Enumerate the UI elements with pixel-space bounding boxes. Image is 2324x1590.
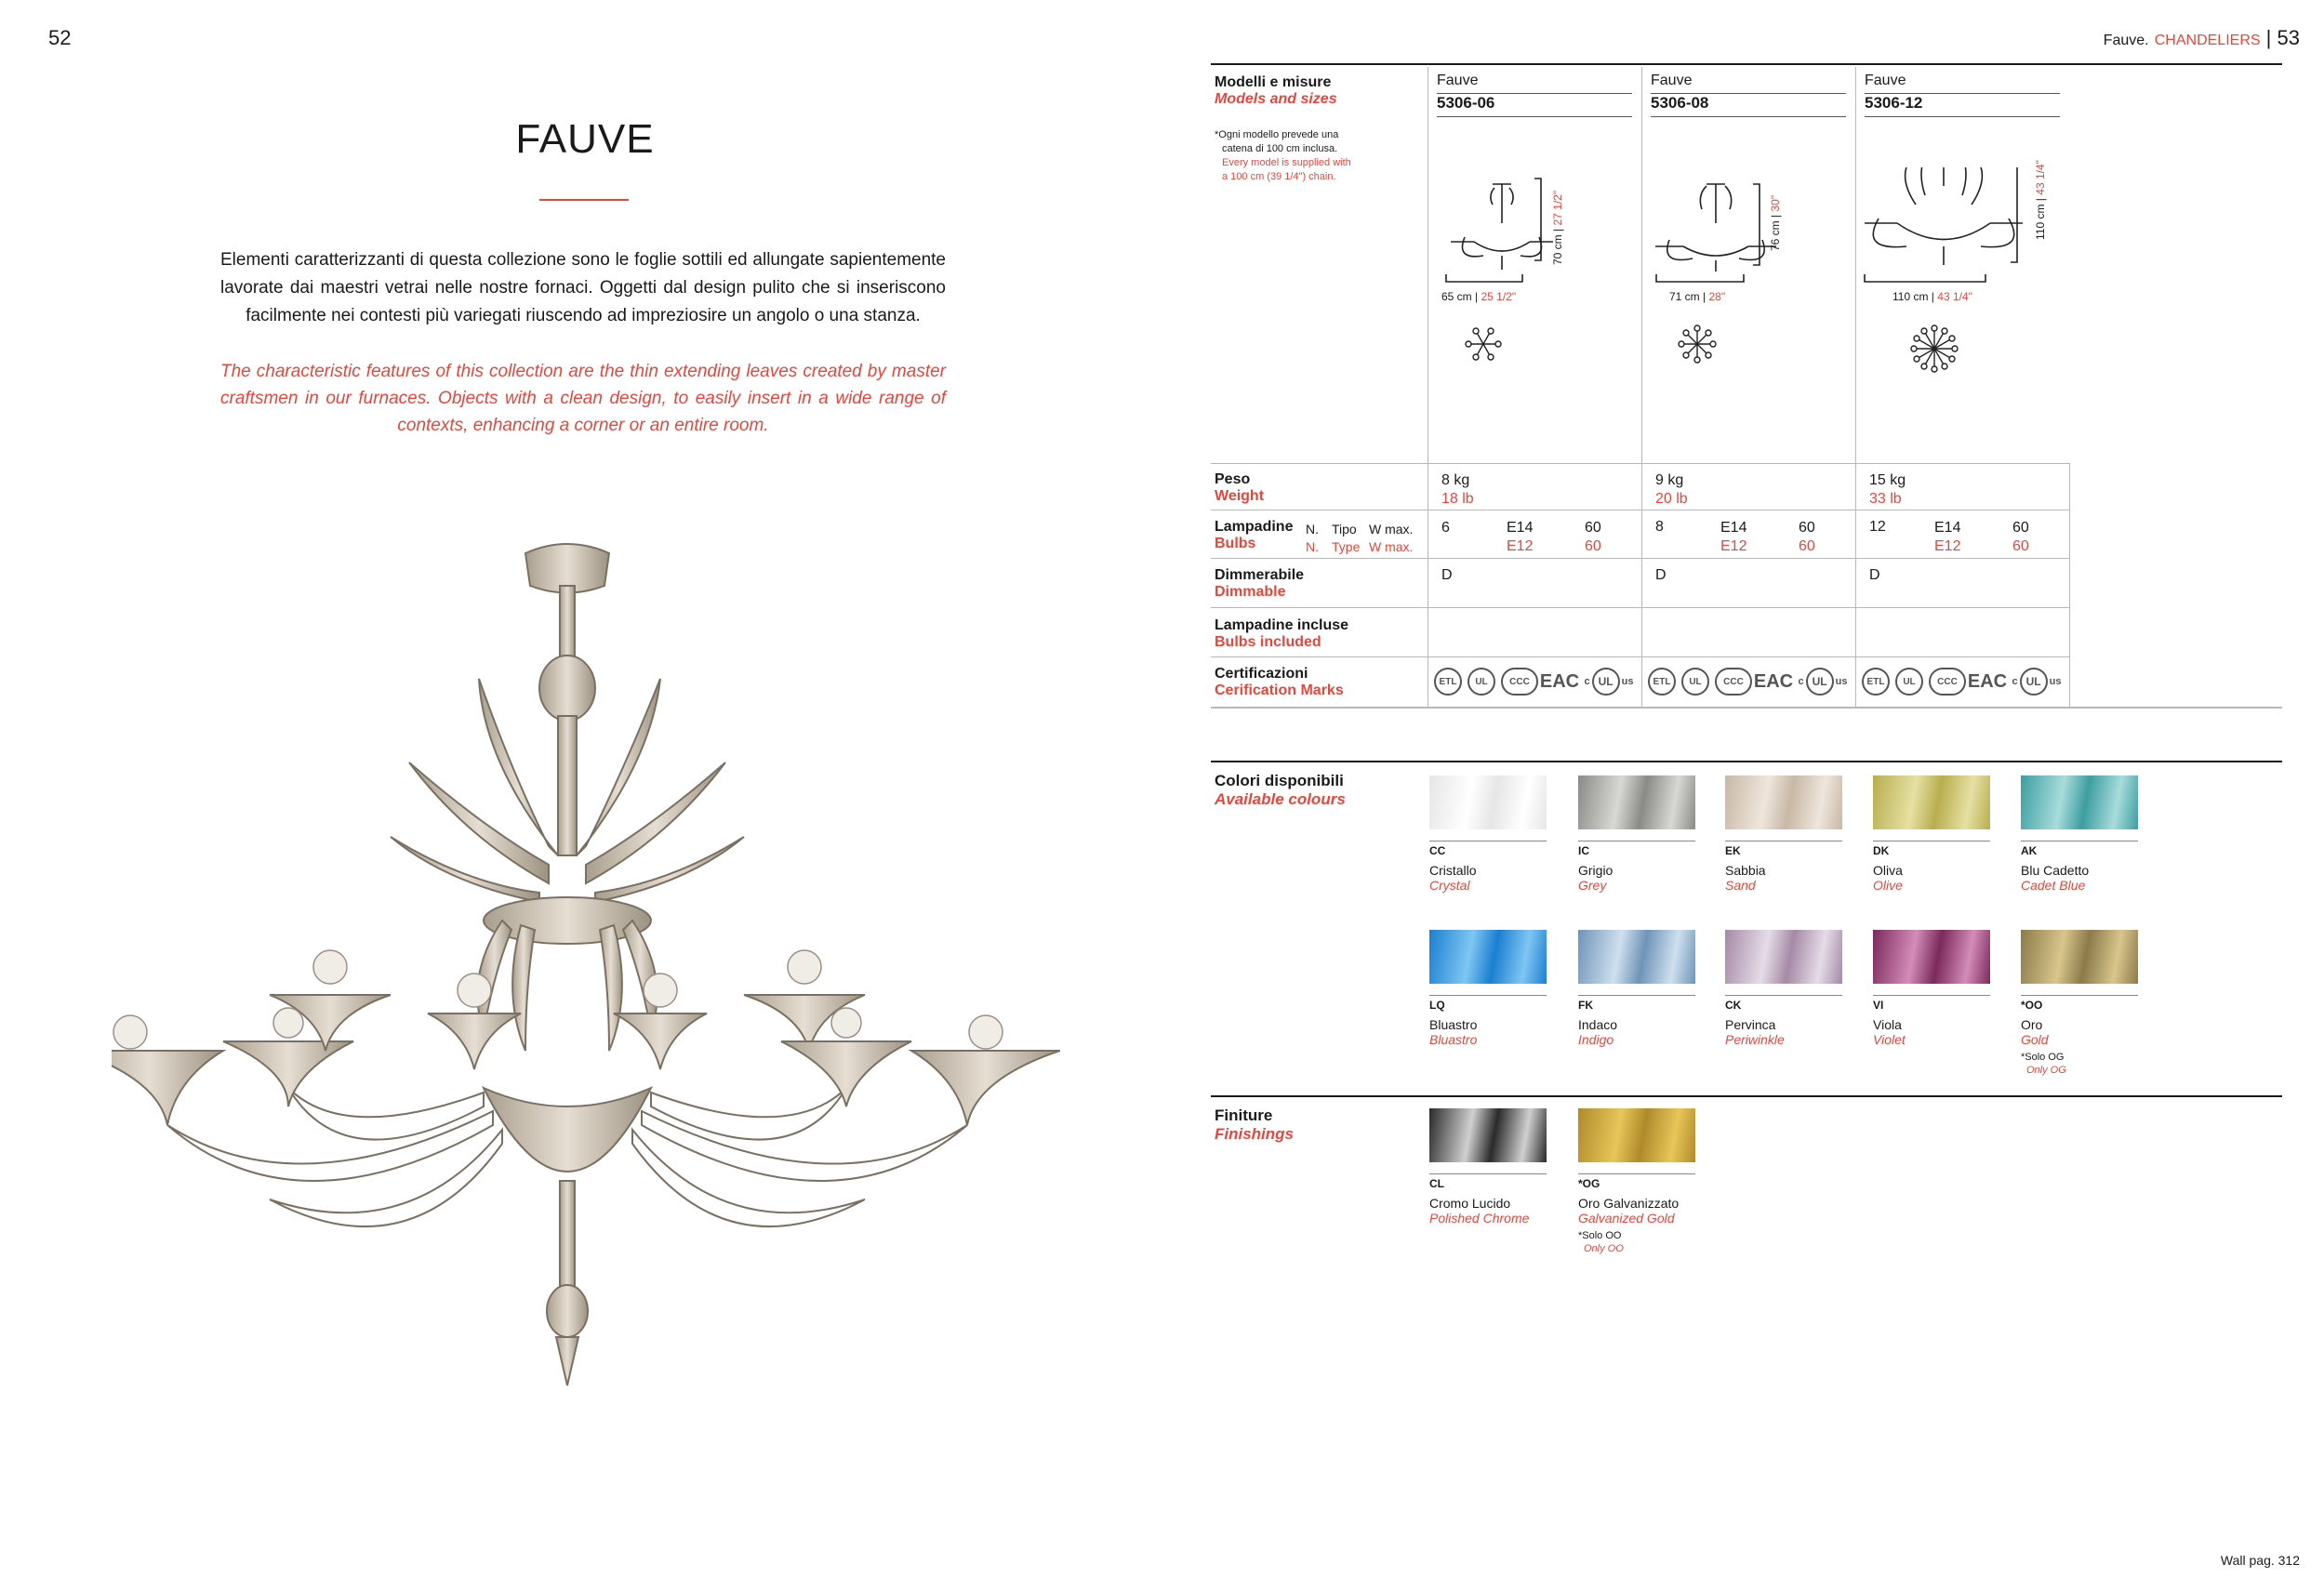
model-header-2: [1651, 73, 1846, 117]
row-divider: [1211, 558, 2069, 559]
swatch-code: IC: [1578, 844, 1589, 857]
cert-mark-etl-icon: ETL: [1434, 668, 1462, 696]
swatch-code: CK: [1725, 999, 1742, 1012]
finish-swatch-cl: [1429, 1108, 1547, 1162]
swatch-code: *OG: [1578, 1177, 1600, 1190]
cert-mark-eac-icon: EAC: [1539, 670, 1580, 692]
model-1-dimmable: D: [1441, 567, 1453, 583]
cert-mark-ul-icon: UL: [1681, 668, 1709, 696]
colours-top-rule: [1211, 761, 2282, 762]
colour-swatch-ck: [1725, 930, 1842, 984]
swatch-code: VI: [1873, 999, 1884, 1012]
model-2-weight: 9 kg 20 lb: [1655, 472, 1688, 507]
swatch-note: *Solo OG Only OG: [2021, 1052, 2066, 1076]
model-1-bulb-type: E14 E12: [1507, 520, 1534, 554]
swatch-name: Oliva Olive: [1873, 863, 1903, 893]
title-underline: [539, 199, 629, 201]
spec-bottom-rule: [1211, 707, 2282, 709]
model-3-weight: 15 kg 33 lb: [1869, 472, 1906, 507]
model-code: 5306-12: [1865, 94, 1923, 112]
model-1-height: 70 cm | 27 1/2": [1551, 190, 1564, 265]
finishings-label: Finiture Finishings: [1215, 1106, 1294, 1143]
model-1-sketch: [1451, 184, 1553, 270]
models-label-it: Modelli e misure: [1215, 74, 1332, 90]
model-1-watt: 60 60: [1585, 520, 1601, 554]
swatch-name: Cromo Lucido Polished Chrome: [1429, 1196, 1530, 1226]
colour-swatch-fk: [1578, 930, 1695, 984]
model-3-width: 110 cm | 43 1/4": [1892, 290, 1972, 303]
swatch-name: Pervinca Periwinkle: [1725, 1017, 1785, 1047]
swatch-code: EK: [1725, 844, 1741, 857]
page-number-right: 53: [2277, 26, 2300, 49]
model-3-watt: 60 60: [2012, 520, 2029, 554]
colour-swatch-ak: [2021, 775, 2138, 829]
model-2-bulb-type: E14 E12: [1720, 520, 1747, 554]
swatch-code: LQ: [1429, 999, 1445, 1012]
breadcrumb-collection: Fauve.: [2103, 33, 2149, 48]
swatch-code: AK: [2021, 844, 2038, 857]
swatch-note: *Solo OO Only OO: [1578, 1230, 1624, 1254]
row-divider: [1211, 656, 2069, 657]
colour-swatch-lq: [1429, 930, 1547, 984]
cert-mark-culus-icon: c UL us: [1797, 668, 1849, 696]
model-3-bulb-type: E14 E12: [1934, 520, 1961, 554]
collection-title: FAUVE: [515, 116, 655, 162]
swatch-code: CC: [1429, 844, 1446, 857]
breadcrumb-separator: |: [2265, 26, 2272, 49]
model-header-1: [1437, 73, 1632, 117]
model-2-dimmable: D: [1655, 567, 1667, 583]
chain-note-it-2: catena di 100 cm inclusa.: [1222, 143, 1338, 154]
model-code: 5306-08: [1651, 94, 1709, 112]
swatch-code: DK: [1873, 844, 1890, 857]
swatch-underline: [2021, 995, 2138, 996]
cert-label: Certificazioni Cerification Marks: [1215, 666, 1344, 698]
models-label: [1215, 74, 1337, 108]
column-divider-3: [1855, 67, 1856, 709]
model-3-height: 110 cm | 43 1/4": [2034, 160, 2047, 240]
model-name: Fauve: [1437, 73, 1479, 88]
colours-label: Colori disponibili Available colours: [1215, 772, 1346, 808]
model-drawings: [1437, 167, 2324, 381]
chandelier-photo: [112, 530, 1060, 1460]
model-name: Fauve: [1651, 73, 1693, 88]
swatch-name: Cristallo Crystal: [1429, 863, 1477, 893]
swatch-underline: [1429, 995, 1547, 996]
weight-label: Peso Weight: [1215, 471, 1265, 504]
swatch-underline: [1578, 1173, 1695, 1174]
model-2-bulbs-n: 8: [1655, 519, 1664, 535]
swatch-name: Grigio Grey: [1578, 863, 1614, 893]
model-2-sketch: [1655, 184, 1776, 272]
model-2-height: 76 cm | 30": [1769, 194, 1782, 251]
models-label-en: Models and sizes: [1215, 91, 1337, 107]
colour-swatch-dk: [1873, 775, 1990, 829]
swatch-underline: [1725, 995, 1842, 996]
chain-note-en-1: Every model is supplied with: [1222, 157, 1351, 168]
intro-text-italian: Elementi caratterizzanti di questa collezione sono le foglie sottili ed allungate sapientemente lavorate dai maestri vetrai nelle nostre fornaci. Oggetti dal design pulito che si inseriscono facilmente nei contesti più variegati riuscendo ad impreziosire un angolo o una stanza.: [220, 250, 946, 325]
colour-swatch-oo: [2021, 930, 2138, 984]
cert-mark-ul-icon: UL: [1467, 668, 1495, 696]
colour-swatch-cc: [1429, 775, 1547, 829]
swatch-name: Sabbia Sand: [1725, 863, 1766, 893]
swatch-name: Viola Violet: [1873, 1017, 1906, 1047]
swatch-code: CL: [1429, 1177, 1444, 1190]
dimmable-label: Dimmerabile Dimmable: [1215, 567, 1305, 600]
cert-mark-culus-icon: c UL us: [1583, 668, 1635, 696]
running-header: [2104, 26, 2300, 50]
finish-swatch-og: [1578, 1108, 1695, 1162]
cert-mark-ccc-icon: CCC: [1501, 668, 1538, 696]
model-3-bulbs-n: 12: [1869, 519, 1886, 535]
wall-page-reference: Wall pag. 312: [2220, 1553, 2300, 1568]
bulbs-column-headers: N. Tipo W max. N. Type W max.: [1306, 522, 1414, 554]
included-label: Lampadine incluse Bulbs included: [1215, 617, 1349, 650]
model-name: Fauve: [1865, 73, 1906, 88]
row-divider: [1211, 607, 2069, 608]
cert-mark-eac-icon: EAC: [1753, 670, 1794, 692]
model-1-bulbs-n: 6: [1441, 520, 1450, 536]
swatch-underline: [1429, 1173, 1547, 1174]
swatch-name: Oro Galvanizzato Galvanized Gold: [1578, 1196, 1680, 1226]
cert-mark-culus-icon: c UL us: [2011, 668, 2063, 696]
cert-mark-etl-icon: ETL: [1862, 668, 1890, 696]
chain-note-en-2: a 100 cm (39 1/4") chain.: [1222, 171, 1336, 182]
chain-note: [1215, 128, 1351, 184]
model-1-width: 65 cm | 25 1/2": [1441, 290, 1517, 303]
swatch-name: Bluastro Bluastro: [1429, 1017, 1478, 1047]
arm-symbols: [1466, 325, 1958, 372]
row-divider: [1211, 463, 2069, 464]
swatch-name: Indaco Indigo: [1578, 1017, 1618, 1047]
model-2-width: 71 cm | 28": [1669, 290, 1726, 303]
swatch-underline: [1578, 995, 1695, 996]
cert-mark-ccc-icon: CCC: [1929, 668, 1966, 696]
swatch-name: Blu Cadetto Cadet Blue: [2021, 863, 2090, 893]
finishings-top-rule: [1211, 1095, 2282, 1097]
colour-swatch-vi: [1873, 930, 1990, 984]
colour-swatch-ic: [1578, 775, 1695, 829]
cert-mark-etl-icon: ETL: [1648, 668, 1676, 696]
model-3-dimmable: D: [1869, 567, 1880, 583]
swatch-underline: [1873, 995, 1990, 996]
model-2-watt: 60 60: [1799, 520, 1815, 554]
cert-mark-ccc-icon: CCC: [1715, 668, 1752, 696]
column-divider-4: [2069, 463, 2070, 709]
column-divider-2: [1641, 67, 1642, 709]
chain-note-it-1: *Ogni modello prevede una: [1215, 129, 1339, 140]
intro-text-english: The characteristic features of this collection are the thin extending leaves created by master craftsmen in our furnaces. Objects with a clean design, to easily insert in a wide range of contexts, enhancing a corner or an entire room.: [220, 362, 946, 435]
swatch-name: Oro Gold: [2021, 1017, 2049, 1047]
section-top-rule: [1211, 63, 2282, 65]
model-code: 5306-06: [1437, 94, 1495, 112]
cert-mark-eac-icon: EAC: [1967, 670, 2008, 692]
model-1-weight: 8 kg 18 lb: [1441, 472, 1474, 507]
swatch-code: *OO: [2021, 999, 2043, 1012]
colour-swatch-ek: [1725, 775, 1842, 829]
cert-mark-ul-icon: UL: [1895, 668, 1923, 696]
page-number-left: 52: [48, 26, 72, 49]
swatch-code: FK: [1578, 999, 1593, 1012]
breadcrumb-category: CHANDELIERS: [2154, 33, 2261, 48]
bulbs-label: Lampadine Bulbs: [1215, 519, 1294, 551]
model-header-3: [1865, 73, 2060, 117]
model-3-sketch: [1865, 167, 2023, 265]
